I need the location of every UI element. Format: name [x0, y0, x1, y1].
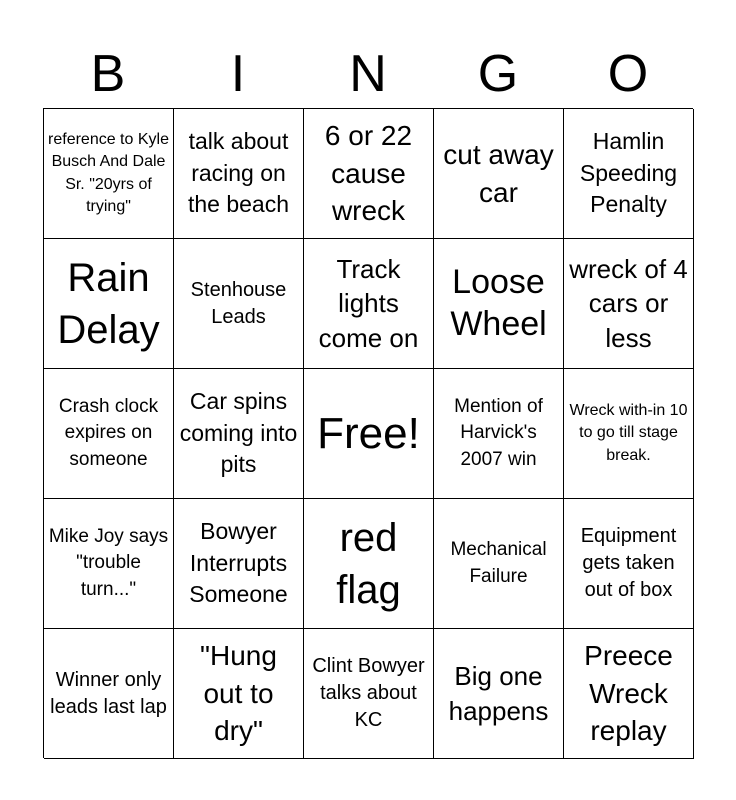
cell-text: 6 or 22 cause wreck	[324, 120, 413, 227]
cell-text: Bowyer Interrupts Someone	[189, 517, 288, 608]
bingo-cell-r2c3[interactable]	[304, 239, 434, 369]
header-letter-b: B	[90, 45, 126, 103]
cell-text: Mechanical Failure	[450, 538, 547, 587]
bingo-cell-r2c4[interactable]	[434, 239, 564, 369]
header-letter-n: N	[349, 45, 387, 103]
bingo-cell-free[interactable]	[304, 369, 434, 499]
bingo-header	[43, 40, 693, 108]
bingo-cell-r4c5[interactable]	[564, 499, 694, 629]
bingo-cell-r3c1[interactable]	[44, 369, 174, 499]
bingo-cell-r4c1[interactable]	[44, 499, 174, 629]
cell-text: Big one happens	[448, 661, 549, 726]
cell-text: wreck of 4 cars or less	[569, 254, 688, 353]
free-space-text: Free!	[317, 408, 420, 458]
bingo-cell-r3c2[interactable]	[174, 369, 304, 499]
cell-text: Mike Joy says "trouble turn..."	[48, 525, 169, 600]
bingo-cell-r2c2[interactable]	[174, 239, 304, 369]
bingo-cell-r1c5[interactable]	[564, 109, 694, 239]
bingo-cell-r4c4[interactable]	[434, 499, 564, 629]
cell-text: Preece Wreck replay	[584, 640, 673, 747]
cell-text: Wreck with-in 10 to go till stage break.	[569, 402, 688, 464]
bingo-cell-r4c3[interactable]	[304, 499, 434, 629]
bingo-cell-r3c4[interactable]	[434, 369, 564, 499]
bingo-cell-r2c5[interactable]	[564, 239, 694, 369]
cell-text: Hamlin Speeding Penalty	[579, 127, 678, 218]
cell-text: reference to Kyle Busch And Dale Sr. "20yrs of trying"	[48, 131, 169, 215]
cell-text: Stenhouse Leads	[190, 278, 287, 328]
cell-text: red flag	[336, 515, 401, 612]
bingo-cell-r2c1[interactable]	[44, 239, 174, 369]
bingo-cell-r1c1[interactable]	[44, 109, 174, 239]
cell-text: Crash clock expires on someone	[58, 395, 159, 470]
cell-text: Clint Bowyer talks about KC	[312, 655, 425, 731]
bingo-cell-r5c4[interactable]	[434, 629, 564, 759]
bingo-grid	[43, 108, 693, 758]
header-letter-g: G	[477, 45, 519, 103]
cell-text: Track lights come on	[318, 254, 419, 353]
bingo-cell-r4c2[interactable]	[174, 499, 304, 629]
cell-text: "Hung out to dry"	[200, 640, 277, 747]
bingo-cell-r5c5[interactable]	[564, 629, 694, 759]
cell-text: cut away car	[443, 138, 554, 208]
bingo-cell-r5c2[interactable]	[174, 629, 304, 759]
cell-text: Winner only leads last lap	[50, 668, 167, 718]
cell-text: Mention of Harvick's 2007 win	[454, 395, 543, 470]
cell-text: talk about racing on the beach	[187, 127, 290, 218]
bingo-cell-r1c2[interactable]	[174, 109, 304, 239]
cell-text: Loose Wheel	[450, 263, 547, 343]
bingo-cell-r1c3[interactable]	[304, 109, 434, 239]
bingo-cell-r3c5[interactable]	[564, 369, 694, 499]
cell-text: Equipment gets taken out of box	[580, 525, 677, 601]
bingo-cell-r5c3[interactable]	[304, 629, 434, 759]
header-letter-i: I	[230, 45, 246, 103]
cell-text: Rain Delay	[57, 255, 160, 352]
bingo-cell-r5c1[interactable]	[44, 629, 174, 759]
cell-text: Car spins coming into pits	[179, 387, 298, 478]
bingo-cell-r1c4[interactable]	[434, 109, 564, 239]
header-letter-o: O	[607, 45, 649, 103]
